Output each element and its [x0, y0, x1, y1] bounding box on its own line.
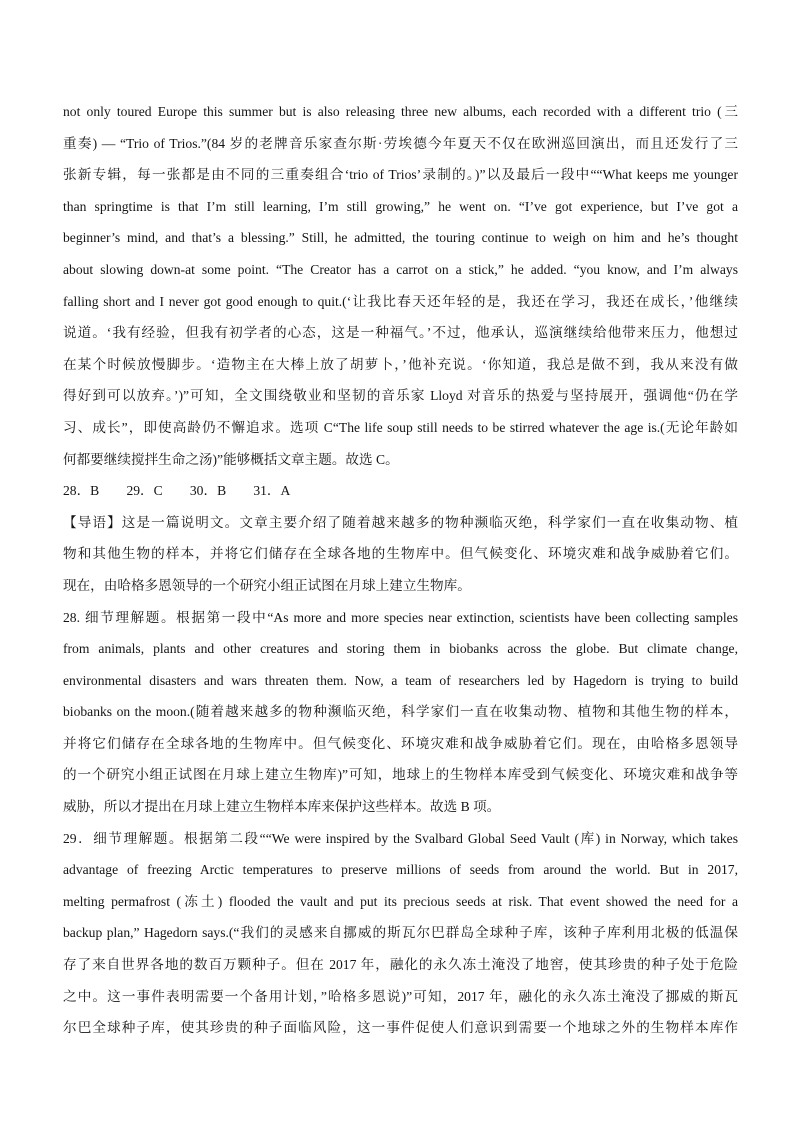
text-line: about slowing down-at some point. “The Creator has a carrot on a stick,” he added. “you know, and I’m always [63, 261, 738, 277]
text-line: 并将它们储存在全球各地的生物库中。但气候变化、环境灾难和战争威胁着它们。现在，由哈格多恩领导 [63, 735, 738, 751]
text-line: 28. 细节理解题。根据第一段中“As more and more species near extinction, scientists have been collecting samples [63, 609, 738, 625]
text-line: 的一个研究小组正试图在月球上建立生物库)”可知，地球上的生物样本库受到气候变化、环境灾难和战争等 [63, 767, 738, 783]
text-line: 习、成长”，即使高龄仍不懈追求。选项 C“The life soup still needs to be stirred whatever the age is.(无论年龄如 [63, 419, 738, 435]
text-line: than springtime is that I’m still learning, I’m still growing,” he went on. “I’ve got experience, but I’ve got a [63, 198, 738, 214]
document-content [63, 96, 738, 1044]
text-line: backup plan,” Hagedorn says.(“我们的灵感来自挪威的斯瓦尔巴群岛全球种子库，该种子库利用北极的低温保 [63, 925, 738, 941]
text-line: 尔巴全球种子库，使其珍贵的种子面临风险，这一事件促使人们意识到需要一个地球之外的生物样本库作 [63, 1020, 738, 1036]
text-line: 得好到可以放弃。’)”可知，全文围绕敬业和坚韧的音乐家 Lloyd 对音乐的热爱与坚持展开，强调他“仍在学 [63, 388, 738, 404]
text-line: 物和其他生物的样本，并将它们储存在全球各地的生物库中。但气候变化、环境灾难和战争威胁着它们。 [63, 546, 738, 562]
text-line: not only toured Europe this summer but is also releasing three new albums, each recorded with a different trio (三 [63, 104, 738, 119]
text-line: 之中。这一事件表明需要一个备用计划，”哈格多恩说)”可知，2017 年，融化的永久冻土淹没了挪威的斯瓦 [63, 988, 738, 1004]
text-line: 说道。‘我有经验，但我有初学者的心态，这是一种福气。’不过，他承认，巡演继续给他带来压力，他想过 [63, 325, 738, 341]
text-line: 威胁，所以才提出在月球上建立生物样本库来保护这些样本。故选 B 项。 [63, 799, 501, 815]
text-line: from animals, plants and other creatures and storing them in biobanks across the globe. But climate change, [63, 641, 738, 657]
text-line: 何都要继续搅拌生命之汤)”能够概括文章主题。故选 C。 [63, 451, 399, 467]
text-line: falling short and I never got good enough to quit.(‘让我比春天还年轻的是，我还在学习，我还在成长，’他继续 [63, 293, 738, 309]
text-line: 29．细节理解题。根据第二段““We were inspired by the Svalbard Global Seed Vault (库) in Norway, which takes [63, 830, 738, 846]
text-line: melting permafrost (冻土) flooded the vault and put its precious seeds at risk. That event showed the need for a [63, 893, 738, 909]
text-line: 28．B 29．C 30．B 31．A [63, 483, 291, 499]
text-line: 现在，由哈格多恩领导的一个研究小组正试图在月球上建立生物库。 [63, 577, 471, 593]
text-line: beginner’s mind, and that’s a blessing.” Still, he admitted, the touring continue to weigh on him and he’s thought [63, 230, 738, 246]
text-line: 在某个时候放慢脚步。‘造物主在大棒上放了胡萝卜，’他补充说。‘你知道，我总是做不到，我从来没有做 [63, 356, 738, 372]
text-line: 【导语】这是一篇说明文。文章主要介绍了随着越来越多的物种濒临灭绝，科学家们一直在收集动物、植 [63, 514, 738, 530]
text-line: 张新专辑，每一张都是由不同的三重奏组合‘trio of Trios’录制的。)”以及最后一段中““What keeps me younger [63, 167, 738, 183]
text-line: 存了来自世界各地的数百万颗种子。但在 2017 年，融化的永久冻土淹没了地窖，使其珍贵的种子处于危险 [63, 957, 738, 973]
text-line: 重奏) — “Trio of Trios.”(84 岁的老牌音乐家查尔斯·劳埃德今年夏天不仅在欧洲巡回演出，而且还发行了三 [63, 135, 738, 151]
text-line: advantage of freezing Arctic temperatures to preserve millions of seeds from around the world. But in 2017, [63, 862, 738, 878]
text-line: environmental disasters and wars threaten them. Now, a team of researchers led by Hagedorn is trying to build [63, 672, 738, 688]
text-line: biobanks on the moon.(随着越来越多的物种濒临灭绝，科学家们一直在收集动物、植物和其他生物的样本， [63, 704, 738, 720]
